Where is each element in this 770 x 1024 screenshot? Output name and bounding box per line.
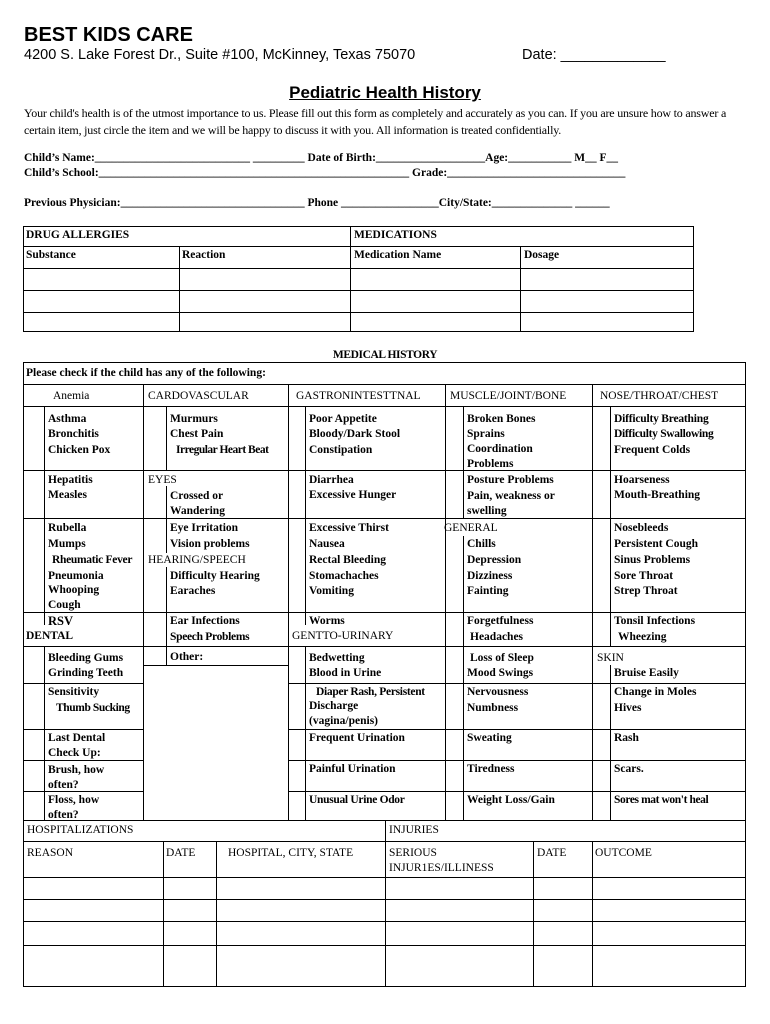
hepatitis-option[interactable]: Hepatitis bbox=[48, 474, 93, 486]
poor-appetite-option[interactable]: Poor Appetite bbox=[309, 413, 377, 425]
child-name-dob-line[interactable]: Child’s Name:___________________________ _________ Date of Birth:___________________Age:___________ M__ F__ bbox=[24, 152, 619, 164]
mood-swings-option[interactable]: Mood Swings bbox=[467, 667, 534, 679]
forgetfulness-option[interactable]: Forgetfulness bbox=[467, 615, 534, 627]
difficulty-swallowing-option[interactable]: Difficulty Swallowing bbox=[614, 428, 714, 440]
other-field[interactable]: Other: bbox=[170, 651, 204, 663]
medication-name-header: Medication Name bbox=[354, 249, 442, 261]
form-title: Pediatric Health History bbox=[289, 83, 481, 102]
frequent-urination-option[interactable]: Frequent Urination bbox=[309, 732, 405, 744]
rheumatic-fever-option[interactable]: Rheumatic Fever bbox=[52, 554, 133, 566]
irregular-heartbeat-option[interactable]: Irregular Heart Beat bbox=[176, 444, 269, 456]
painful-urination-option[interactable]: Painful Urination bbox=[309, 763, 396, 775]
numbness-option[interactable]: Numbness bbox=[467, 702, 519, 714]
sweating-option[interactable]: Sweating bbox=[467, 732, 512, 744]
drug-allergies-title: DRUG ALLERGIES bbox=[26, 229, 130, 241]
nose-throat-chest-header: NOSE/THROAT/CHEST bbox=[600, 390, 719, 402]
intro-paragraph: Your child's health is of the utmost importance to us. Please fill out this form as completely and accurately as you can. If you are unsure how to answer a certain item, just circle the item and we will be happy to discuss it with you. All information is treated confidentially. bbox=[24, 106, 727, 137]
reason-header: REASON bbox=[27, 847, 74, 859]
injury-date-header: DATE bbox=[537, 847, 567, 859]
chicken-pox-option[interactable]: Chicken Pox bbox=[48, 444, 111, 456]
posture-problems-option[interactable]: Posture Problems bbox=[467, 474, 554, 486]
chills-option[interactable]: Chills bbox=[467, 538, 496, 550]
dental-header: DENTAL bbox=[26, 630, 74, 642]
gastrointestinal-header: GASTRONINTESTTNAL bbox=[296, 390, 421, 402]
headaches-option[interactable]: Headaches bbox=[470, 631, 524, 643]
measles-option[interactable]: Measles bbox=[48, 489, 87, 501]
child-school-line[interactable]: Child’s School:______________________________________________________ Grade:_______________________________ bbox=[24, 167, 626, 179]
whooping-cough-option[interactable]: Whooping Cough bbox=[48, 584, 100, 611]
crossed-wandering-option[interactable]: Crossed or Wandering bbox=[170, 490, 225, 517]
eyes-header: EYES bbox=[148, 474, 177, 486]
mumps-option[interactable]: Mumps bbox=[48, 538, 86, 550]
rash-option[interactable]: Rash bbox=[614, 732, 639, 744]
general-header: GENERAL bbox=[444, 522, 498, 534]
rectal-bleeding-option[interactable]: Rectal Bleeding bbox=[309, 554, 386, 566]
injuries-title: INJURIES bbox=[389, 824, 439, 836]
bronchitis-option[interactable]: Bronchitis bbox=[48, 428, 99, 440]
hoarseness-option[interactable]: Hoarseness bbox=[614, 474, 670, 486]
vision-problems-option[interactable]: Vision problems bbox=[170, 538, 250, 550]
blood-in-urine-option[interactable]: Blood in Urine bbox=[309, 667, 382, 679]
change-in-moles-option[interactable]: Change in Moles bbox=[614, 686, 697, 698]
rubella-option[interactable]: Rubella bbox=[48, 522, 87, 534]
tonsil-infections-option[interactable]: Tonsil Infections bbox=[614, 615, 696, 627]
hospitalizations-title: HOSPITALIZATIONS bbox=[27, 824, 134, 836]
coordination-problems-option[interactable]: Coordination Problems bbox=[467, 443, 533, 470]
nervousness-option[interactable]: Nervousness bbox=[467, 686, 529, 698]
frequent-colds-option[interactable]: Frequent Colds bbox=[614, 444, 691, 456]
difficulty-hearing-option[interactable]: Difficulty Hearing bbox=[170, 570, 260, 582]
loss-of-sleep-option[interactable]: Loss of Sleep bbox=[470, 652, 534, 664]
serious-injuries-header: SERIOUS INJUR1ES/ILLINESS bbox=[389, 847, 494, 874]
dizziness-option[interactable]: Dizziness bbox=[467, 570, 513, 582]
pneumonia-option[interactable]: Pneumonia bbox=[48, 570, 104, 582]
broken-bones-option[interactable]: Broken Bones bbox=[467, 413, 536, 425]
outcome-header: OUTCOME bbox=[595, 847, 652, 859]
wheezing-option[interactable]: Wheezing bbox=[618, 631, 667, 643]
hospital-city-state-header: HOSPITAL, CITY, STATE bbox=[228, 847, 354, 859]
mouth-breathing-option[interactable]: Mouth-Breathing bbox=[614, 489, 701, 501]
excessive-hunger-option[interactable]: Excessive Hunger bbox=[309, 489, 397, 501]
medications-title: MEDICATIONS bbox=[354, 229, 437, 241]
hospital-date-header: DATE bbox=[166, 847, 196, 859]
diaper-rash-option[interactable]: Diaper Rash, Persistent bbox=[316, 686, 425, 698]
last-dental-checkup-field[interactable]: Last Dental Check Up: bbox=[48, 732, 106, 759]
scars-option[interactable]: Scars. bbox=[614, 763, 644, 775]
unusual-urine-odor-option[interactable]: Unusual Urine Odor bbox=[309, 794, 405, 806]
medical-history-title: MEDICAL HISTORY bbox=[332, 349, 438, 361]
vomiting-option[interactable]: Vomiting bbox=[309, 585, 354, 597]
substance-header: Substance bbox=[26, 249, 76, 261]
sinus-problems-option[interactable]: Sinus Problems bbox=[614, 554, 691, 566]
pain-weakness-option[interactable]: Pain, weakness or swelling bbox=[467, 490, 555, 517]
excessive-thirst-option[interactable]: Excessive Thirst bbox=[309, 522, 389, 534]
rsv-option[interactable]: RSV bbox=[48, 614, 74, 628]
sensitivity-option[interactable]: Sensitivity bbox=[48, 686, 100, 698]
sprains-option[interactable]: Sprains bbox=[467, 428, 505, 440]
date-field[interactable]: Date: _____________ bbox=[522, 47, 666, 63]
muscle-joint-bone-header: MUSCLE/JOINT/BONE bbox=[450, 390, 567, 402]
eye-irritation-option[interactable]: Eye Irritation bbox=[170, 522, 239, 534]
stomachaches-option[interactable]: Stomachaches bbox=[309, 570, 379, 582]
speech-problems-option[interactable]: Speech Problems bbox=[170, 631, 250, 643]
murmurs-option[interactable]: Murmurs bbox=[170, 413, 218, 425]
chest-pain-option[interactable]: Chest Pain bbox=[170, 428, 224, 440]
discharge-option[interactable]: Discharge (vagina/penis) bbox=[309, 700, 379, 727]
nosebleeds-option[interactable]: Nosebleeds bbox=[614, 522, 669, 534]
brush-frequency-field[interactable]: Brush, how often? bbox=[48, 764, 105, 791]
bleeding-gums-option[interactable]: Bleeding Gums bbox=[48, 652, 124, 664]
tiredness-option[interactable]: Tiredness bbox=[467, 763, 515, 775]
previous-physician-line[interactable]: Previous Physician:________________________________ Phone _________________City/State:______________ ______ bbox=[24, 197, 610, 209]
constipation-option[interactable]: Constipation bbox=[309, 444, 373, 456]
anemia-option[interactable]: Anemia bbox=[53, 390, 90, 402]
reaction-header: Reaction bbox=[182, 249, 226, 261]
practice-address: 4200 S. Lake Forest Dr., Suite #100, McKinney, Texas 75070 bbox=[24, 47, 416, 63]
skin-header: SKIN bbox=[597, 652, 624, 664]
nausea-option[interactable]: Nausea bbox=[309, 538, 345, 550]
hives-option[interactable]: Hives bbox=[614, 702, 642, 714]
worms-option[interactable]: Worms bbox=[309, 615, 345, 627]
grinding-teeth-option[interactable]: Grinding Teeth bbox=[48, 667, 124, 679]
sores-wont-heal-option[interactable]: Sores mat won't heal bbox=[614, 794, 709, 806]
earaches-option[interactable]: Earaches bbox=[170, 585, 216, 597]
bedwetting-option[interactable]: Bedwetting bbox=[309, 652, 365, 664]
thumb-sucking-option[interactable]: Thumb Sucking bbox=[56, 702, 130, 714]
ear-infections-option[interactable]: Ear Infections bbox=[170, 615, 240, 627]
practice-name: BEST KIDS CARE bbox=[24, 24, 193, 46]
weight-loss-gain-option[interactable]: Weight Loss/Gain bbox=[467, 794, 555, 806]
hearing-speech-header: HEARING/SPEECH bbox=[148, 554, 246, 566]
persistent-cough-option[interactable]: Persistent Cough bbox=[614, 538, 699, 550]
cardiovascular-header: CARDOVASCULAR bbox=[148, 390, 249, 402]
asthma-option[interactable]: Asthma bbox=[48, 413, 87, 425]
fainting-option[interactable]: Fainting bbox=[467, 585, 509, 597]
strep-throat-option[interactable]: Strep Throat bbox=[614, 585, 678, 597]
dosage-header: Dosage bbox=[524, 249, 560, 261]
difficulty-breathing-option[interactable]: Difficulty Breathing bbox=[614, 413, 709, 425]
sore-throat-option[interactable]: Sore Throat bbox=[614, 570, 674, 582]
diarrhea-option[interactable]: Diarrhea bbox=[309, 474, 354, 486]
bruise-easily-option[interactable]: Bruise Easily bbox=[614, 667, 679, 679]
bloody-stool-option[interactable]: Bloody/Dark Stool bbox=[309, 428, 401, 440]
medical-history-instruction: Please check if the child has any of the following: bbox=[26, 367, 266, 379]
genito-urinary-header: GENTTO-URINARY bbox=[292, 630, 394, 642]
depression-option[interactable]: Depression bbox=[467, 554, 522, 566]
floss-frequency-field[interactable]: Floss, how often? bbox=[48, 794, 100, 821]
